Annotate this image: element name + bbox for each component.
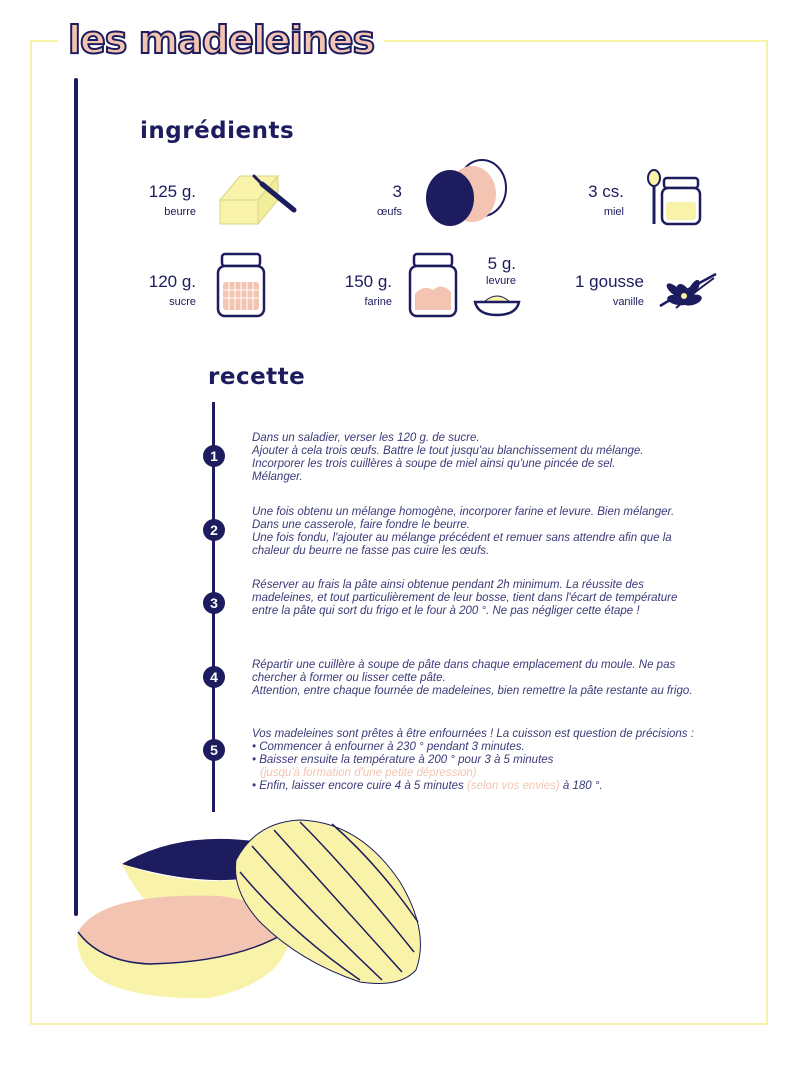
flour-jar-icon [406, 250, 460, 320]
step-note: (selon vos envies) [466, 780, 560, 792]
step-number-2: 2 [203, 519, 225, 541]
yeast-bowl-icon [472, 288, 522, 318]
ingredients-heading: ingrédients [140, 118, 295, 144]
ingredient-name: œufs [376, 206, 402, 218]
step-line: chercher à former ou lisser cette pâte. [252, 672, 446, 684]
step-line: Répartir une cuillère à soupe de pâte dans chaque emplacement du moule. Ne pas [252, 659, 676, 671]
ingredient-qty: 120 g. [148, 272, 196, 291]
ingredient-qty: 3 [392, 182, 402, 201]
step-4-text [252, 659, 732, 698]
vanilla-icon [656, 268, 720, 312]
butter-icon [216, 170, 300, 230]
ingredient-qty: 150 g. [344, 272, 392, 291]
step-line: Une fois obtenu un mélange homogène, incorporer farine et levure. Bien mélanger. [252, 506, 675, 518]
step-line: Incorporer les trois cuillères à soupe de miel ainsi qu'une pincée de sel. [252, 458, 616, 470]
step-bullet-text: à 180 °. [562, 780, 603, 792]
step-line: madeleines, et tout particulièrement de leur bosse, tient dans l'écart de température [252, 592, 678, 604]
step-number-4: 4 [203, 666, 225, 688]
ingredient-qty: 1 gousse [575, 272, 644, 291]
step-line: Dans un saladier, verser les 120 g. de sucre. [252, 432, 480, 444]
step-bullet [252, 780, 732, 793]
recette-heading: recette [208, 364, 306, 390]
ingredient-qty: 5 g. [487, 254, 516, 273]
ingredient-sucre [140, 272, 196, 312]
ingredient-name: miel [603, 206, 624, 218]
step-line: entre la pâte qui sort du frigo et le four à 200 °. Ne pas négliger cette étape ! [252, 605, 640, 617]
ingredient-name: vanille [612, 296, 644, 308]
ingredient-name: farine [364, 296, 392, 308]
step-1-text [252, 432, 732, 484]
ingredient-beurre [140, 182, 196, 222]
ingredient-miel [580, 182, 624, 222]
step-2-text [252, 506, 732, 558]
ingredient-name: levure [486, 275, 516, 287]
sugar-jar-icon [214, 250, 268, 320]
madeleines-illustration [60, 812, 440, 1012]
ingredient-name: sucre [169, 296, 196, 308]
step-bullet: • Baisser ensuite la température à 200 ° pour 3 à 5 minutes [252, 754, 732, 767]
step-bullet: • Commencer à enfourner à 230 ° pendant 3 minutes. [252, 741, 732, 754]
ingredient-qty: 3 cs. [588, 182, 624, 201]
step-5-text [252, 728, 732, 793]
step-bullet-text: Enfin, laisser encore cuire 4 à 5 minutes [259, 780, 464, 792]
step-3-text [252, 579, 732, 618]
step-line: Attention, entre chaque fournée de madeleines, bien remettre la pâte restante au frigo. [252, 685, 693, 697]
step-line: Réserver au frais la pâte ainsi obtenue pendant 2h minimum. La réussite des [252, 579, 644, 591]
step-note: (jusqu'à formation d'une petite dépression) [260, 767, 477, 779]
step-line: Vos madeleines sont prêtes à être enfournées ! La cuisson est question de précisions : [252, 728, 694, 740]
step-line: Mélanger. [252, 471, 303, 483]
step-line: Ajouter à cela trois œufs. Battre le tout jusqu'au blanchissement du mélange. [252, 445, 644, 457]
page-title: les madeleines [58, 18, 384, 62]
step-number-3: 3 [203, 592, 225, 614]
step-number-1: 1 [203, 445, 225, 467]
step-line: Une fois fondu, l'ajouter au mélange précédent et remuer sans attendre afin que la [252, 532, 672, 544]
eggs-icon [420, 156, 512, 228]
ingredient-qty: 125 g. [148, 182, 196, 201]
ingredient-vanille [576, 272, 644, 312]
step-number-5: 5 [203, 739, 225, 761]
step-line: Dans une casserole, faire fondre le beurre. [252, 519, 470, 531]
ingredient-farine [346, 272, 392, 312]
ingredient-oeufs [360, 182, 402, 222]
left-decorative-line [74, 78, 78, 916]
honey-jar-icon [640, 166, 704, 230]
step-line: chaleur du beurre ne fasse pas cuire les œufs. [252, 545, 490, 557]
ingredient-name: beurre [164, 206, 196, 218]
